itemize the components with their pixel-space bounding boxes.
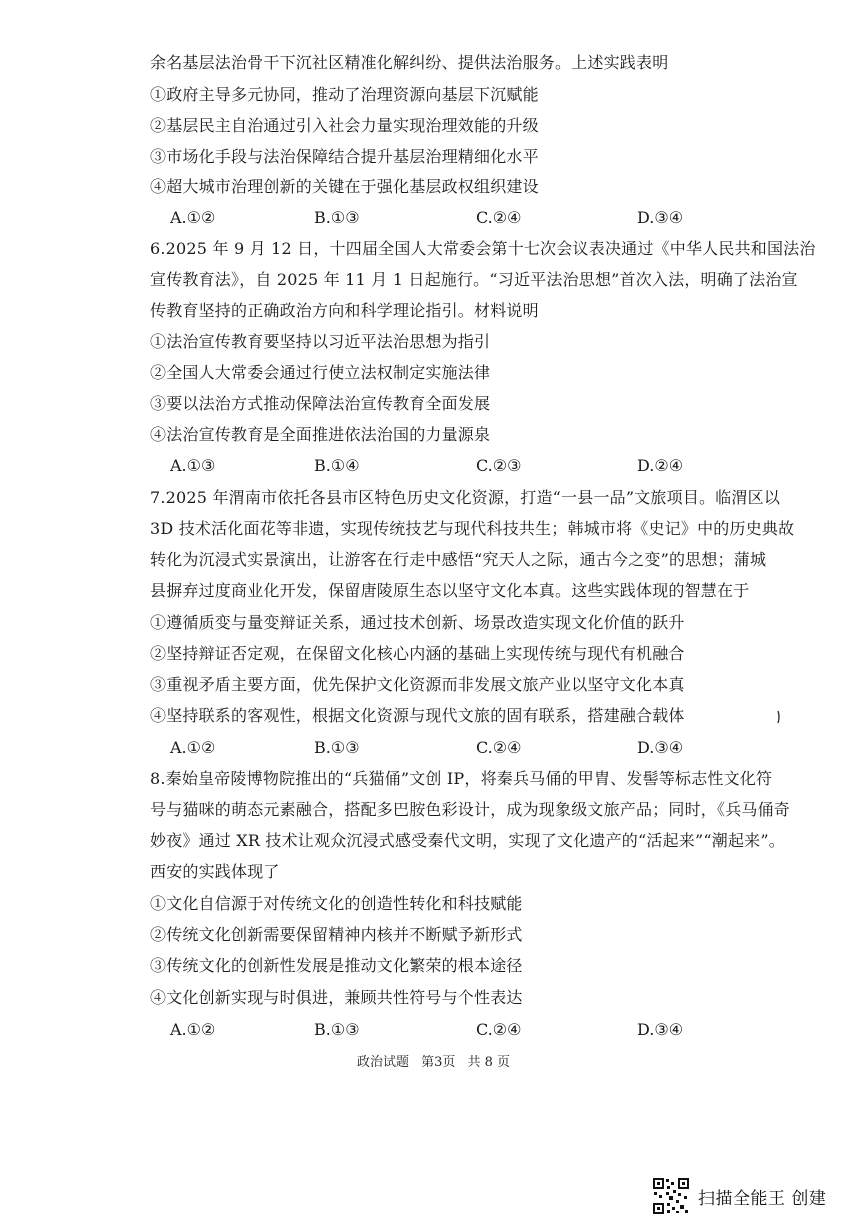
q8-choice-d: D.③④ — [637, 1020, 684, 1039]
footer-total-pages: 共 8 页 — [467, 1055, 511, 1070]
q8-option-3: ③传统文化的创新性发展是推动文化繁荣的根本途径 — [150, 956, 523, 975]
q6-choice-a: A.①③ — [170, 456, 216, 475]
q8-stem-line-3: 妙夜》通过 XR 技术让观众沉浸式感受秦代文明，实现了文化遗产的“活起来”“潮起来”。 — [150, 831, 785, 850]
scanner-watermark — [652, 1174, 826, 1218]
q7-option-1: ①遵循质变与量变辩证关系，通过技术创新、场景改造实现文化价值的跃升 — [150, 613, 685, 632]
q6-choice-c: C.②③ — [476, 456, 522, 475]
q5-choice-c: C.②④ — [476, 208, 522, 227]
q6-option-1: ①法治宣传教育要坚持以习近平法治思想为指引 — [150, 332, 491, 351]
q7-stem-line-4: 县摒弃过度商业化开发，保留唐陵原生态以坚守文化本真。这些实践体现的智慧在于 — [150, 581, 750, 600]
q5-option-2: ②基层民主自治通过引入社会力量实现治理效能的升级 — [150, 116, 539, 135]
q7-choice-c: C.②④ — [476, 738, 522, 757]
q6-stem-line-1: 6.2025 年 9 月 12 日，十四届全国人大常委会第十七次会议表决通过《中华人民共和国法治 — [150, 239, 816, 258]
q8-stem-line-1: 8.秦始皇帝陵博物院推出的“兵猫俑”文创 IP，将秦兵马俑的甲胄、发髻等标志性文化符 — [150, 769, 773, 788]
q7-stem-line-1: 7.2025 年渭南市依托各县市区特色历史文化资源，打造“一县一品”文旅项目。临渭区以 — [150, 488, 781, 507]
q8-stem-line-2: 号与猫咪的萌态元素融合，搭配多巴胺色彩设计，成为现象级文旅产品；同时，《兵马俑奇 — [150, 800, 791, 819]
q7-stem-line-2: 3D 技术活化面花等非遗，实现传统技艺与现代科技共生；韩城市将《史记》中的历史典故 — [150, 519, 795, 538]
q6-option-2: ②全国人大常委会通过行使立法权制定实施法律 — [150, 363, 491, 382]
q7-stem-line-3: 转化为沉浸式实景演出，让游客在行走中感悟“究天人之际，通古今之变”的思想；蒲城 — [150, 550, 767, 569]
q5-choice-a: A.①② — [170, 208, 216, 227]
scanner-watermark-text: 扫描全能王 创建 — [698, 1188, 827, 1209]
q8-choice-c: C.②④ — [476, 1020, 522, 1039]
q5-choice-b: B.①③ — [314, 208, 360, 227]
footer-page-number: 第3页 — [421, 1055, 456, 1070]
q6-option-3: ③要以法治方式推动保障法治宣传教育全面发展 — [150, 394, 491, 413]
q6-choice-b: B.①④ — [314, 456, 360, 475]
q6-stem-line-2: 宣传教育法》，自 2025 年 11 月 1 日起施行。“习近平法治思想”首次入法，明确了法治宣 — [150, 270, 798, 289]
q7-option-3: ③重视矛盾主要方面，优先保护文化资源而非发展文旅产业以坚守文化本真 — [150, 675, 685, 694]
q8-choice-a: A.①② — [170, 1020, 216, 1039]
q7-option-4: ④坚持联系的客观性，根据文化资源与现代文旅的固有联系，搭建融合载体 — [150, 706, 685, 725]
footer-subject: 政治试题 — [356, 1055, 409, 1070]
q7-choice-d: D.③④ — [637, 738, 684, 757]
qr-code-icon — [652, 1177, 690, 1215]
q7-choice-b: B.①③ — [314, 738, 360, 757]
q5-option-3: ③市场化手段与法治保障结合提升基层治理精细化水平 — [150, 147, 539, 166]
q5-choice-d: D.③④ — [637, 208, 684, 227]
q7-option-2: ②坚持辩证否定观，在保留文化核心内涵的基础上实现传统与现代有机融合 — [150, 644, 685, 663]
q6-option-4: ④法治宣传教育是全面推进依法治国的力量源泉 — [150, 425, 491, 444]
stray-mark-icon — [776, 710, 782, 724]
q6-stem-line-3: 传教育坚持的正确政治方向和科学理论指引。材料说明 — [150, 301, 539, 320]
q5-intro-tail: 余名基层法治骨干下沉社区精准化解纠纷、提供法治服务。上述实践表明 — [150, 53, 669, 72]
page-footer — [0, 1054, 867, 1072]
q7-choice-a: A.①② — [170, 738, 216, 757]
q8-stem-line-4: 西安的实践体现了 — [150, 862, 280, 881]
q8-option-4: ④文化创新实现与时俱进，兼顾共性符号与个性表达 — [150, 988, 523, 1007]
q8-option-1: ①文化自信源于对传统文化的创造性转化和科技赋能 — [150, 894, 523, 913]
q5-option-1: ①政府主导多元协同，推动了治理资源向基层下沉赋能 — [150, 85, 539, 104]
q5-option-4: ④超大城市治理创新的关键在于强化基层政权组织建设 — [150, 177, 539, 196]
q8-choice-b: B.①③ — [314, 1020, 360, 1039]
q6-choice-d: D.②④ — [637, 456, 684, 475]
q8-option-2: ②传统文化创新需要保留精神内核并不断赋予新形式 — [150, 925, 523, 944]
